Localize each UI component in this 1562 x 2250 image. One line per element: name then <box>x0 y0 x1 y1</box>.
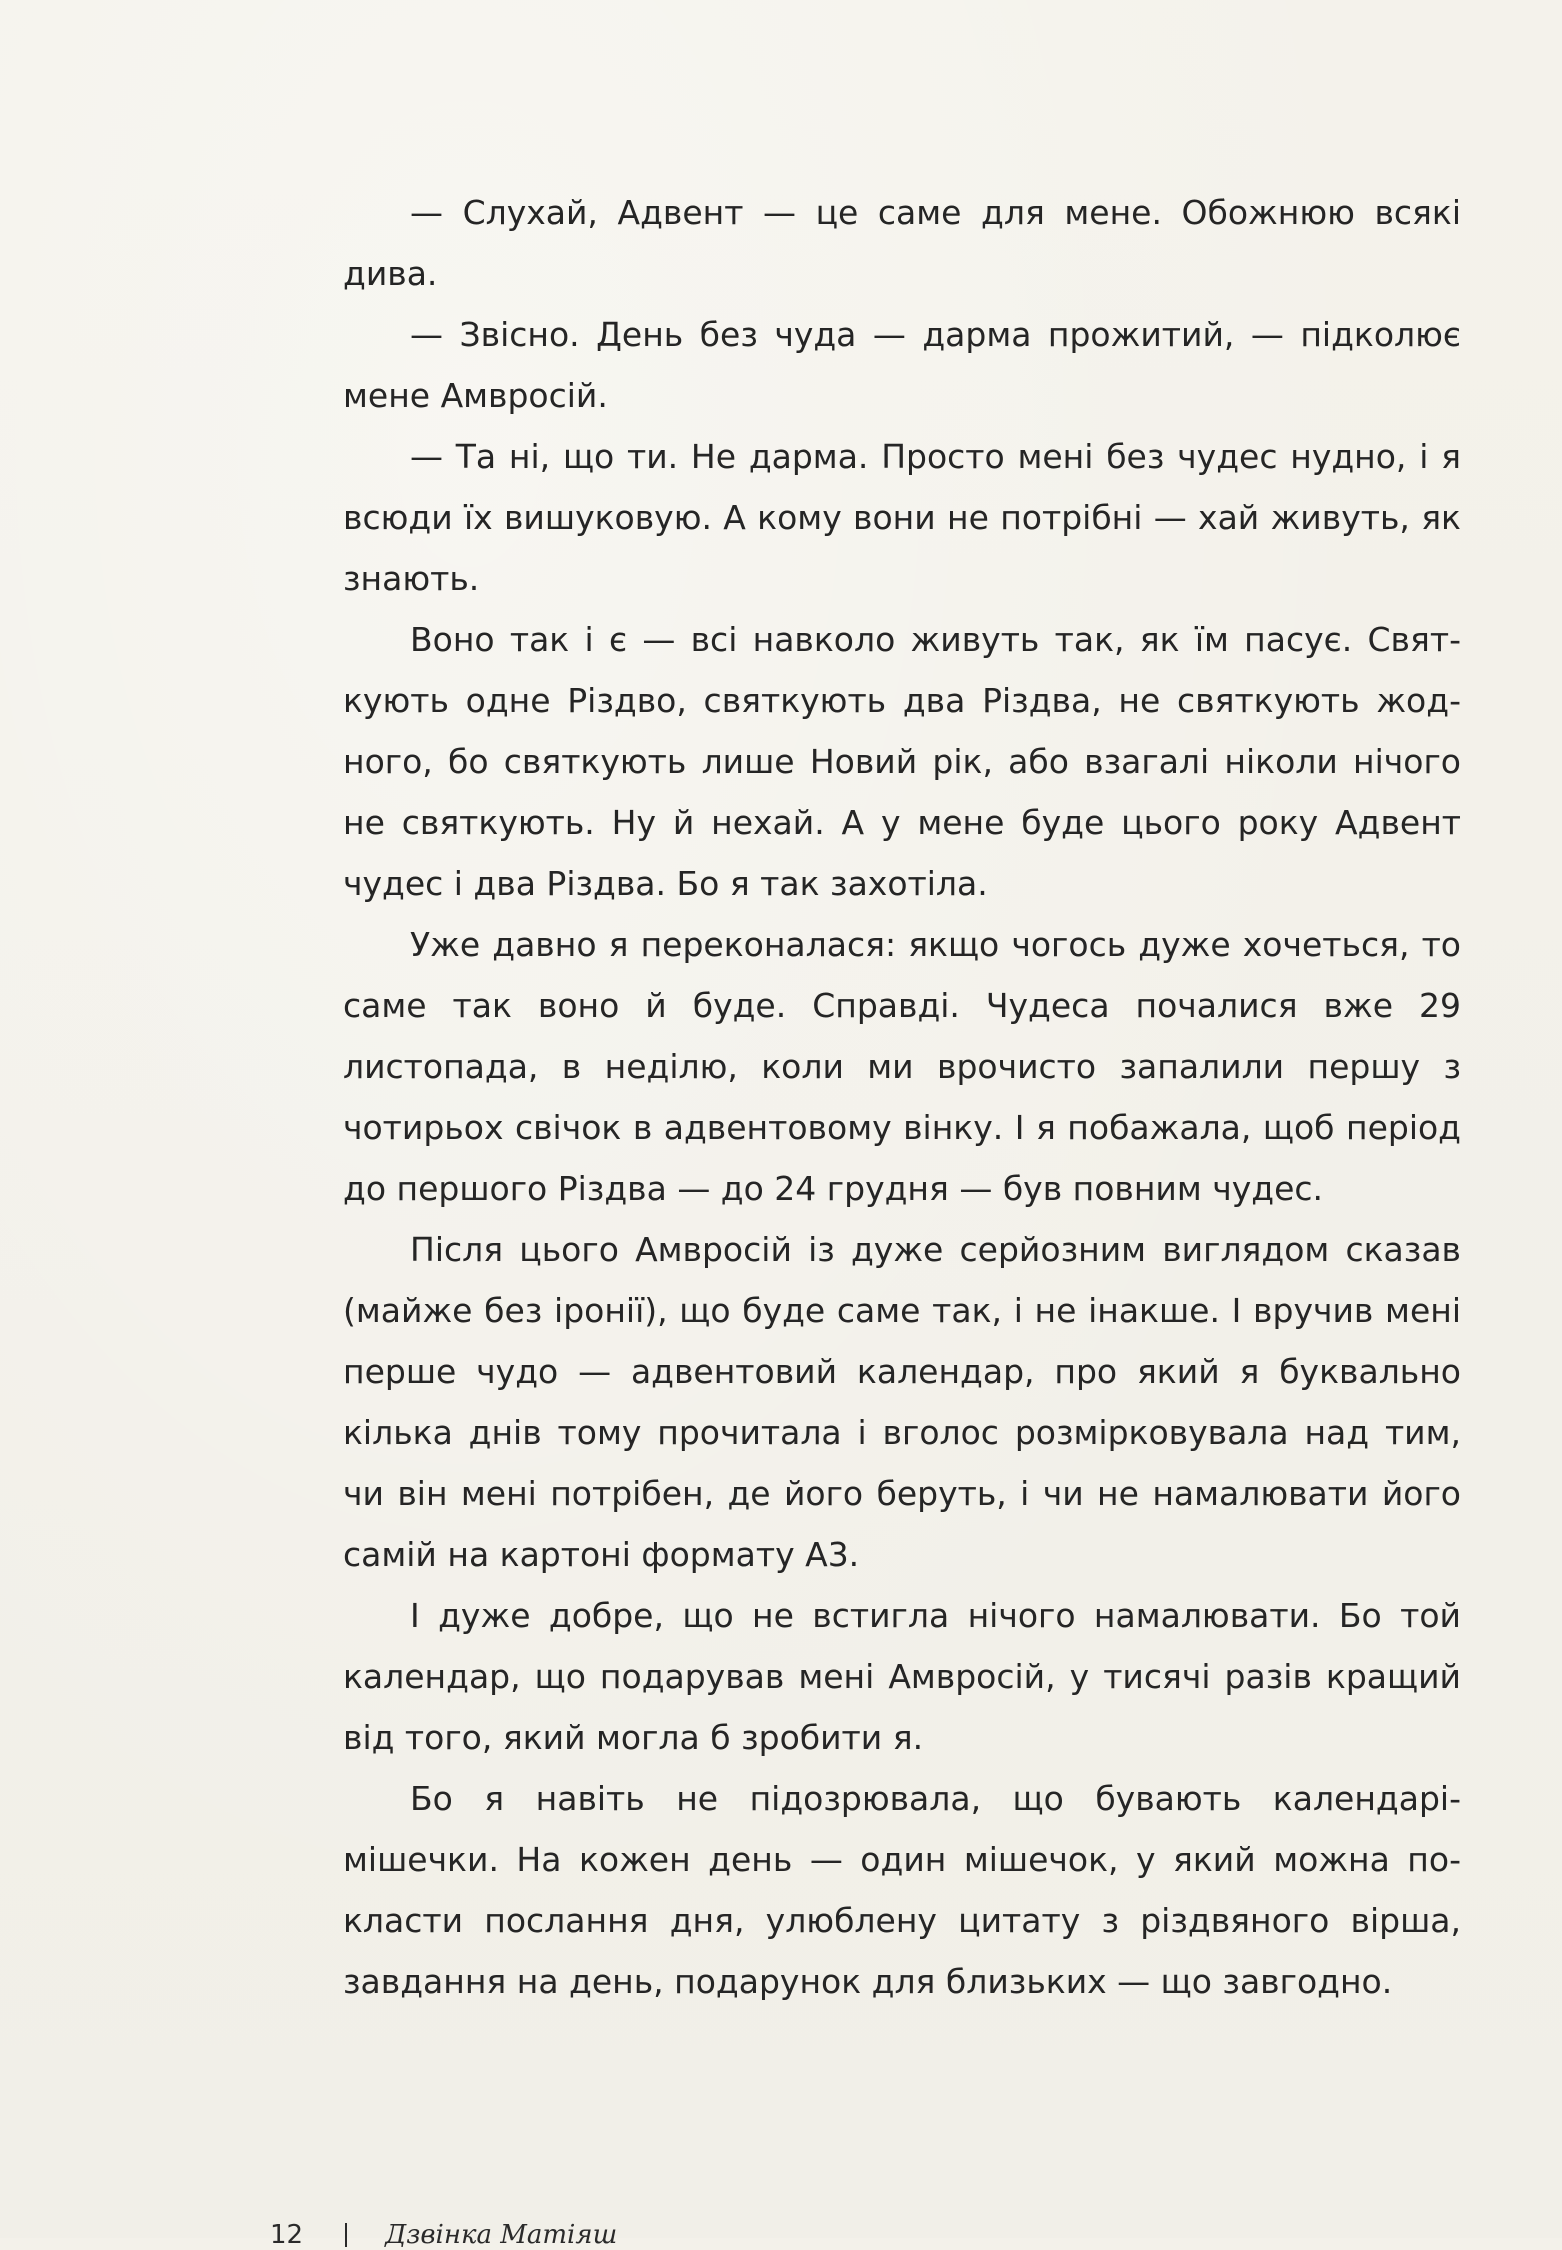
paragraph-1: — Слухай, Адвент — це саме для мене. Обожнюю всякі дива. <box>343 193 1461 293</box>
paragraph-5: Уже давно я переконалася: якщо чогось дуже хочеться, то саме так воно й буде. Справді. Чудеса почалися вже 29 листопада, в неділю, коли ми врочисто запалили першу з чотирьох свічок в адвентовому вінку. І я побажала, щоб період до першого Різдва — до 24 грудня — був повним чудес. <box>343 925 1461 1208</box>
paragraph-6: Після цього Амвросій із дуже серйозним виглядом сказав (майже без іронії), що буде саме так, і не інакше. І вручив мені перше чудо — адвентовий календар, про який я буквально кілька днів тому прочитала і вголос розмірковувала над тим, чи він мені потрібен, де його беруть, і чи не намалювати його самій на картоні формату А3. <box>343 1230 1461 1574</box>
running-author: Дзвінка Матіяш <box>385 2220 618 2250</box>
page-number: 12 <box>270 2220 304 2250</box>
paragraph-8: Бо я навіть не підозрювала, що бувають календарі-мішечки. На кожен день — один мішечок, у який можна покласти послання дня, улюблену цитату з різдвяного вірша, завдання на день, подарунок для близьких — що завгодно. <box>343 1779 1461 2001</box>
page-footer <box>270 2220 617 2250</box>
footer-separator <box>345 2223 347 2247</box>
paragraph-3: — Та ні, що ти. Не дарма. Просто мені без чудес нудно, і я всюди їх вишуковую. А кому вони не потрібні — хай живуть, як знають. <box>343 437 1461 598</box>
body-text <box>343 182 1461 2012</box>
paragraph-7: І дуже добре, що не встигла нічого намалювати. Бо той календар, що подарував мені Амвросій, у тисячі разів кращий від того, який могла б зробити я. <box>343 1596 1461 1757</box>
paragraph-4: Воно так і є — всі навколо живуть так, як їм пасує. Святкують одне Різдво, святкують два Різдва, не святкують жодного, бо святкують лише Новий рік, або взагалі ніколи нічого не святкують. Ну й нехай. А у мене буде цього року Адвент чудес і два Різдва. Бо я так захотіла. <box>343 620 1461 903</box>
paragraph-2: — Звісно. День без чуда — дарма прожитий, — підколює мене Амвросій. <box>343 315 1461 415</box>
